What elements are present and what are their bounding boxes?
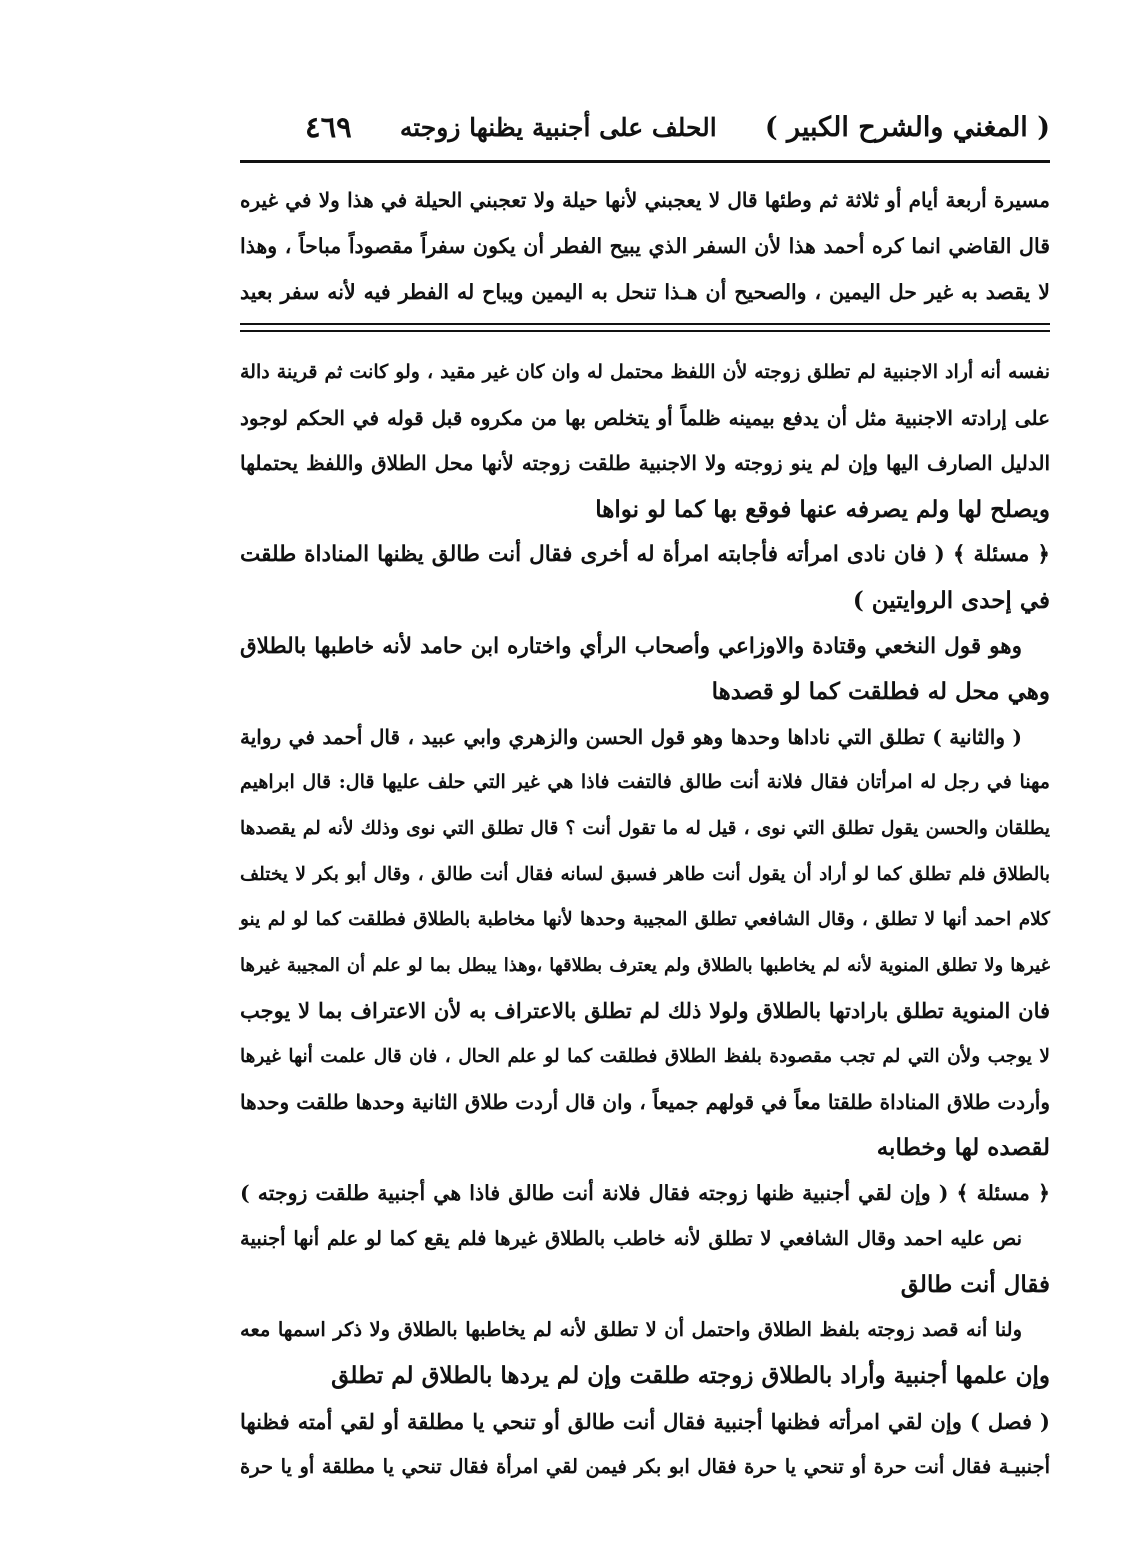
text-line: على إرادته الاجنبية مثل أن يدفع بيمينه ظلماً أو يتخلص بها من مكروه قبل قوله في الحكم لوجود [240,405,1050,430]
text-line: وهو قول النخعي وقتادة والاوزاعي وأصحاب الرأي واختاره ابن حامد لأنه خاطبها بالطلاق [240,633,1022,659]
text-line: بالطلاق فلم تطلق كما لو أراد أن يقول أنت طاهر فسبق لسانه فقال أنت طالق ، وقال أبو بكر لا يختلف [240,863,1050,885]
text-line: في إحدى الروايتين ) [852,586,1050,614]
running-header [240,96,1050,158]
section-topic: الحلف على أجنبية يظنها زوجته [399,112,717,142]
text-line: وهي محل له فطلقت كما لو قصدها [711,678,1050,706]
text-line: لقصده لها وخطابه [876,1134,1050,1162]
header-rule [240,160,1050,163]
text-line: ﴿ مسئلة ﴾ ( فان نادى امرأته فأجابته امرأة له أخرى فقال أنت طالق يظنها المناداة طلقت [240,542,1050,568]
text-line: ( والثانية ) تطلق التي ناداها وحدها وهو قول الحسن والزهري وابي عبيد ، قال أحمد في رواية [240,724,1022,749]
text-line: ويصلح لها ولم يصرفه عنها فوقع بها كما لو نواها [595,495,1050,523]
text-line: أجنبيـة فقال أنت حرة أو تنحي يا حرة فقال ابو بكر فيمن لقي امرأة فقال تنحي يا مطلقة أو يا حرة [240,1455,1050,1479]
text-line: فقال أنت طالق [900,1270,1050,1298]
book-title: ( المغني والشرح الكبير ) [764,111,1050,143]
text-line: لا يقصد به غير حل اليمين ، والصحيح أن هـذا تنحل به اليمين ويباح له الفطر فيه لأنه سفر بعيد [240,280,1050,304]
text-line: وإن علمها أجنبية وأراد بالطلاق زوجته طلقت وإن لم يردها بالطلاق لم تطلق [331,1362,1050,1390]
text-line: ولنا أنه قصد زوجته بلفظ الطلاق واحتمل أن لا تطلق لأنه لم يخاطبها بالطلاق ولا ذكر اسمها معه [240,1318,1022,1342]
main-passage [240,350,1050,1490]
text-line: فان المنوية تطلق بارادتها بالطلاق ولولا ذلك لم تطلق بالاعتراف به لأن الاعتراف بما لا يوجب [240,998,1050,1024]
text-line: غيرها ولا تطلق المنوية لأنه لم يخاطبها بالطلاق ولم يعترف بطلاقها ،وهذا يبطل بما لو علم أن المجيبة غيرها [240,954,1050,976]
text-line: لا يوجب ولأن التي لم تجب مقصودة بلفظ الطلاق فطلقت كما لو علم الحال ، فان قال علمت أنها غيرها [240,1045,1050,1067]
page-number: ٤٦٩ [305,110,352,144]
text-line: وأردت طلاق المناداة طلقتا معاً في قولهم جميعاً ، وان قال أردت طلاق الثانية وحدها طلقت وحدها [240,1089,1050,1114]
text-line: كلام احمد أنها لا تطلق ، وقال الشافعي تطلق المجيبة وحدها لأنها مخاطبة بالطلاق فطلقت كما لو لم ينو [240,909,1050,931]
text-line: مسيرة أربعة أيام أو ثلاثة ثم وطئها قال لا يعجبني لأنها حيلة ولا تعجبني الحيلة في هذا ولا في غيره [240,188,1050,212]
text-line: نفسه أنه أراد الاجنبية لم تطلق زوجته لأن اللفظ محتمل له وان كان غير مقيد ، ولو كانت ثم قرينة دالة [240,361,1050,383]
section-separator [240,323,1050,332]
text-line: يطلقان والحسن يقول تطلق التي نوى ، قيل له ما تقول أنت ؟ قال تطلق التي نوى وذلك لأنه لم يقصدها [240,817,1050,839]
text-line: قال القاضي انما كره أحمد هذا لأن السفر الذي يبيح الفطر أن يكون سفراً مقصوداً مباحاً ، وهذا [240,234,1050,258]
text-line: مهنا في رجل له امرأتان فقال فلانة أنت طالق فالتفت فاذا هي غير التي حلف عليها قال: قال ابراهيم [240,771,1050,794]
book-page [240,96,1050,1490]
text-line: نص عليه احمد وقال الشافعي لا تطلق لأنه خاطب بالطلاق غيرها فلم يقع كما لو علم أنها أجنبية [240,1227,1022,1251]
text-line: الدليل الصارف اليها وإن لم ينو زوجته ولا الاجنبية طلقت زوجته لأنها محل الطلاق واللفظ يحتملها [240,451,1050,476]
text-line: ( فصل ) وإن لقي امرأته فظنها أجنبية فقال أنت طالق أو تنحي يا مطلقة أو لقي أمته فظنها [240,1408,1050,1434]
text-line: ﴿ مسئلة ﴾ ( وإن لقي أجنبية ظنها زوجته فقال فلانة أنت طالق فاذا هي أجنبية طلقت زوجته ) [240,1180,1050,1205]
top-passage [240,177,1050,315]
